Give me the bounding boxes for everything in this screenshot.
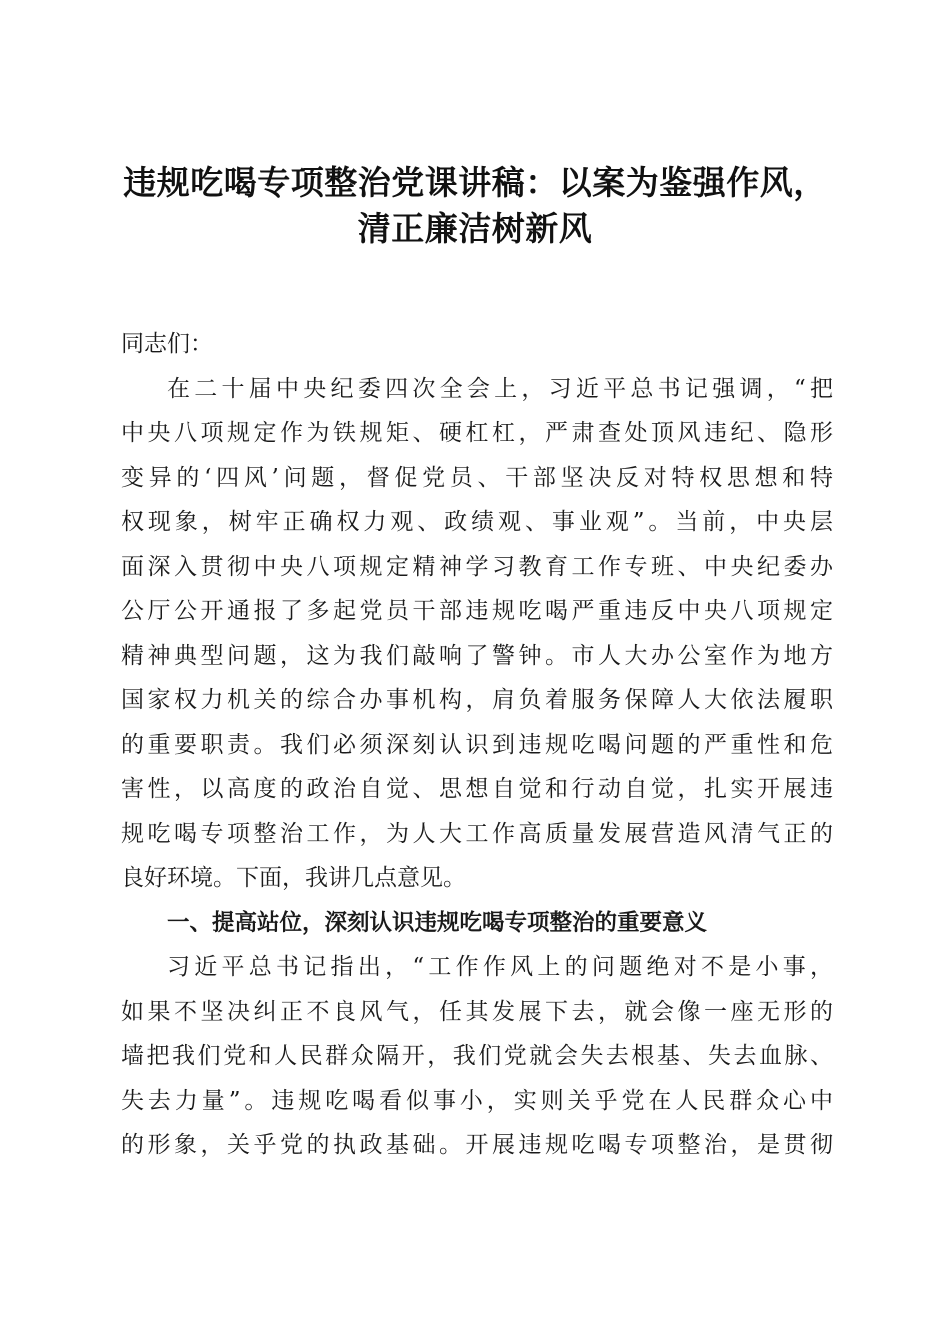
paragraph-1-line: 精神典型问题，这为我们敲响了警钟。市人大办公室作为地方 [121,642,833,669]
paragraph-1-line: 在二十届中央纪委四次全会上，习近平总书记强调，“把 [167,375,833,402]
document-body [121,322,833,1168]
title-line-1: 违规吃喝专项整治党课讲稿：以案为鉴强作风， [123,163,827,202]
salutation: 同志们： [121,331,213,357]
paragraph-2-line: 习近平总书记指出，“工作作风上的问题绝对不是小事， [167,954,833,980]
paragraph-2-line: 如果不坚决纠正不良风气，任其发展下去，就会像一座无形的 [121,998,833,1025]
paragraph-1-line: 面深入贯彻中央八项规定精神学习教育工作专班、中央纪委办 [121,553,833,580]
paragraph-1-line: 害性，以高度的政治自觉、思想自觉和行动自觉，扎实开展违 [121,776,833,802]
section-1-heading: 一、提高站位，深刻认识违规吃喝专项整治的重要意义 [167,909,708,936]
paragraph-1-line: 规吃喝专项整治工作，为人大工作高质量发展营造风清气正的 [121,820,833,847]
paragraph-1-line: 中央八项规定作为铁规矩、硬杠杠，严肃查处顶风违纪、隐形 [121,420,833,446]
paragraph-2-line: 墙把我们党和人民群众隔开，我们党就会失去根基、失去血脉、 [121,1043,833,1069]
paragraph-1-line: 的重要职责。我们必须深刻认识到违规吃喝问题的严重性和危 [121,731,833,758]
paragraph-2-line: 失去力量”。违规吃喝看似事小，实则关乎党在人民群众心中 [121,1087,833,1114]
paragraph-1-line: 变异的‘四风’问题，督促党员、干部坚决反对特权思想和特 [121,464,833,491]
title-line-2: 清正廉洁树新风 [357,209,593,248]
paragraph-1-line: 公厅公开通报了多起党员干部违规吃喝严重违反中央八项规定 [121,598,833,624]
document-title [100,160,850,252]
paragraph-1-line: 国家权力机关的综合办事机构，肩负着服务保障人大依法履职 [121,687,833,713]
paragraph-1-line: 良好环境。下面，我讲几点意见。 [121,865,466,891]
paragraph-1-line: 权现象，树牢正确权力观、政绩观、事业观”。当前，中央层 [121,509,833,535]
paragraph-2-line: 的形象，关乎党的执政基础。开展违规吃喝专项整治，是贯彻 [121,1132,833,1158]
